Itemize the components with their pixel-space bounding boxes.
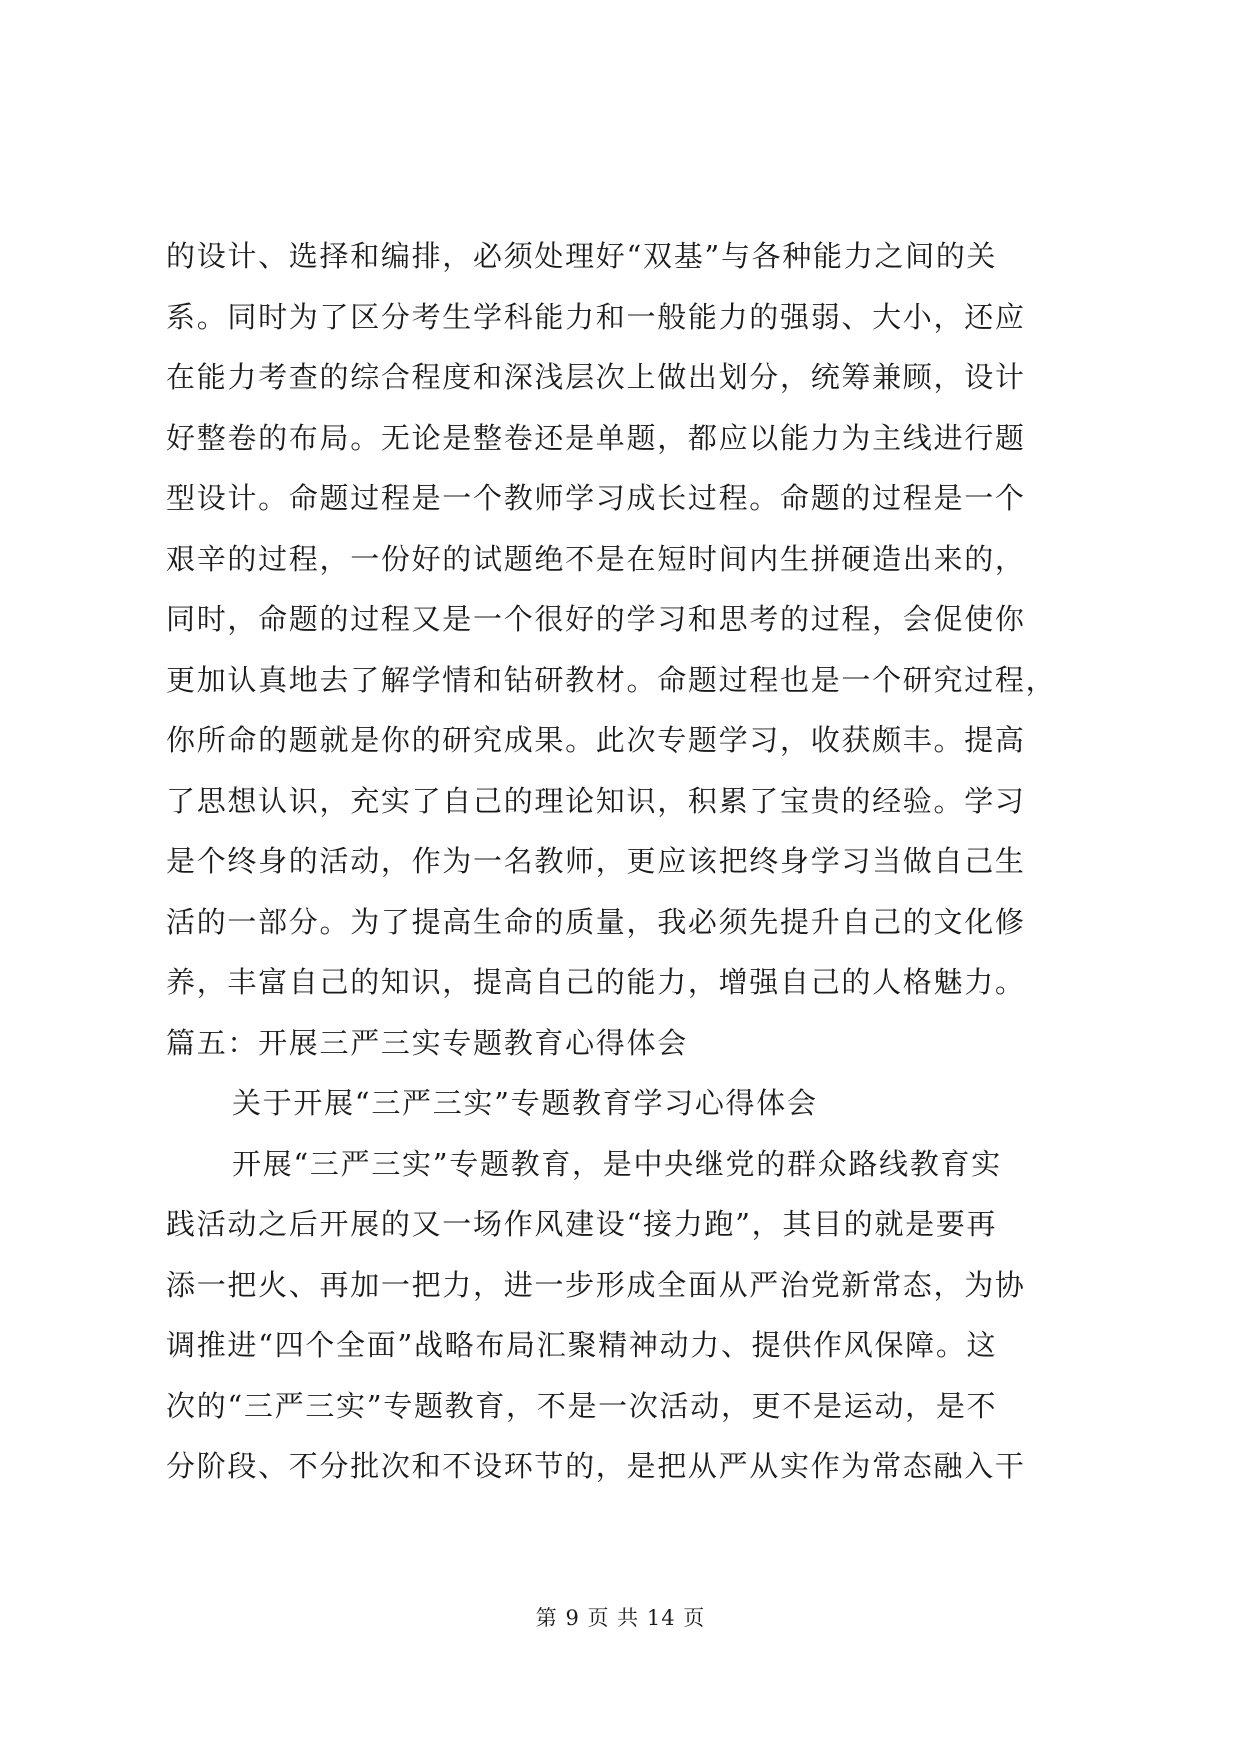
text-line: 艰辛的过程，一份好的试题绝不是在短时间内生拼硬造出来的， [166, 541, 1026, 576]
text-line: 关于开展“三严三实”专题教育学习心得体会 [232, 1086, 818, 1120]
body-text [166, 226, 1086, 1497]
text-line: 添一把火、再加一把力，进一步形成全面从严治党新常态，为协 [166, 1267, 1026, 1302]
text-line: 活的一部分。为了提高生命的质量，我必须先提升自己的文化修 [166, 904, 1026, 939]
text-line: 开展“三严三实”专题教育，是中央继党的群众路线教育实 [232, 1146, 1002, 1181]
text-line: 同时，命题的过程又是一个很好的学习和思考的过程，会促使你 [166, 602, 1026, 636]
text-line: 了思想认识，充实了自己的理论知识，积累了宝贵的经验。学习 [166, 783, 1026, 818]
text-line: 篇五：开展三严三实专题教育心得体会 [166, 1025, 688, 1060]
text-line: 次的“三严三实”专题教育，不是一次活动，更不是运动，是不 [166, 1388, 998, 1423]
text-line: 好整卷的布局。无论是整卷还是单题，都应以能力为主线进行题 [166, 420, 1026, 455]
text-line: 践活动之后开展的又一场作风建设“接力跑”，其目的就是要再 [166, 1207, 998, 1241]
text-line: 是个终身的活动，作为一名教师，更应该把终身学习当做自己生 [166, 844, 1026, 878]
text-line: 系。同时为了区分考生学科能力和一般能力的强弱、大小，还应 [166, 299, 1026, 334]
page-footer: 第 9 页 共 14 页 [535, 1606, 706, 1630]
text-line: 分阶段、不分批次和不设环节的，是把从严从实作为常态融入干 [166, 1449, 1026, 1483]
text-line: 调推进“四个全面”战略布局汇聚精神动力、提供作风保障。这 [166, 1328, 998, 1362]
text-line: 型设计。命题过程是一个教师学习成长过程。命题的过程是一个 [166, 481, 1026, 515]
text-line: 你所命的题就是你的研究成果。此次专题学习，收获颇丰。提高 [166, 723, 1026, 757]
text-line: 在能力考查的综合程度和深浅层次上做出划分，统筹兼顾，设计 [166, 360, 1026, 394]
text-line: 养，丰富自己的知识，提高自己的能力，增强自己的人格魅力。 [166, 965, 1026, 999]
text-line: 更加认真地去了解学情和钻研教材。命题过程也是一个研究过程， [166, 662, 1057, 697]
text-line: 的设计、选择和编排，必须处理好“双基”与各种能力之间的关 [166, 239, 998, 273]
